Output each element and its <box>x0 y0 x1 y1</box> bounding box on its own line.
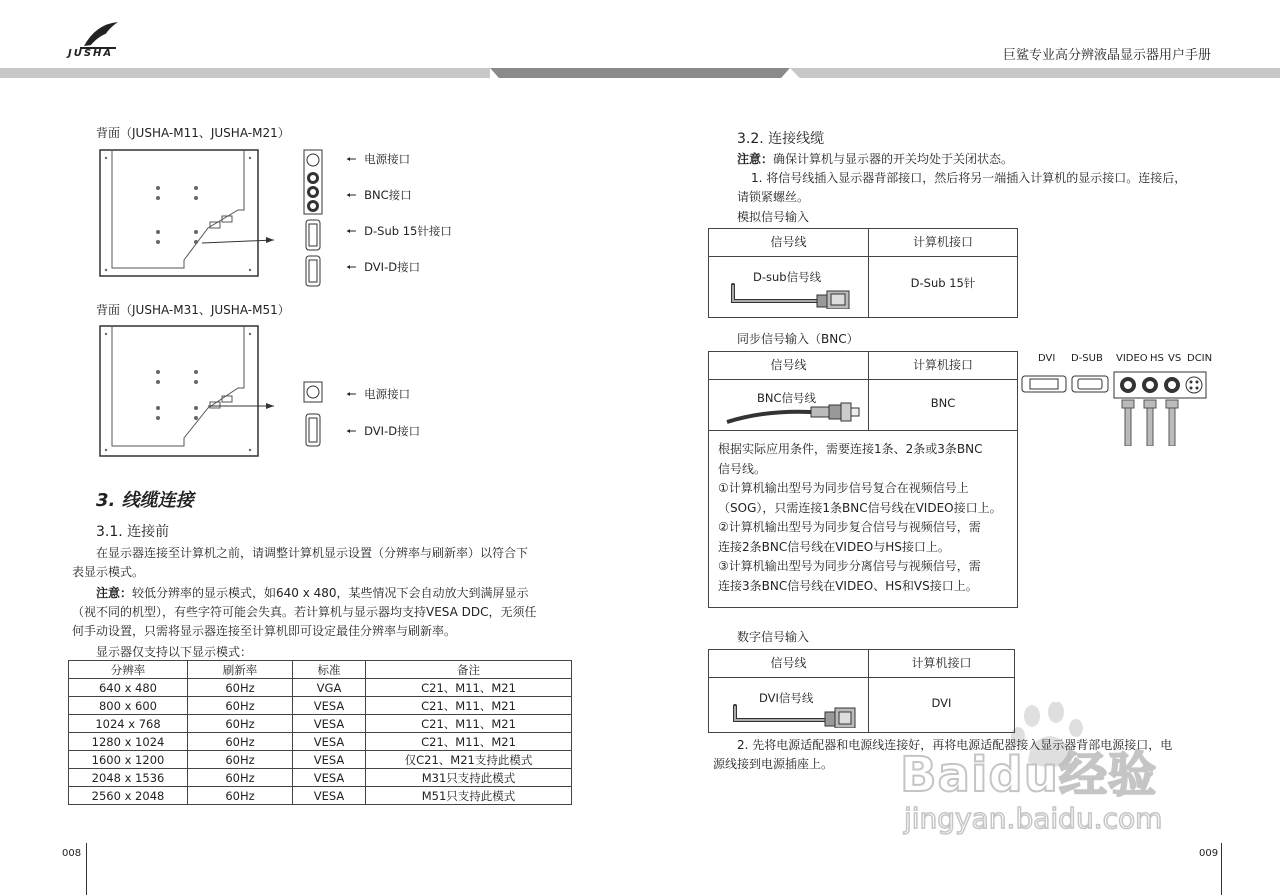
dvi-col-port: 计算机接口 <box>868 650 1015 678</box>
arrow-left-icon: 🠔 <box>346 224 357 238</box>
panel-label-hs: HS <box>1150 353 1164 364</box>
panel-label-vs: VS <box>1168 353 1182 364</box>
col-standard: 标准 <box>293 661 366 679</box>
bnc-signal-table <box>708 351 1018 608</box>
bnc-port-value: BNC <box>930 396 956 410</box>
sync-title: 同步信号输入（BNC） <box>737 332 859 346</box>
back1-port-label-dvi: 🠔 DVI-D接口 <box>346 260 421 274</box>
table-header-row <box>69 661 572 679</box>
table-row: 2048 x 1536 60Hz VESA M31只支持此模式 <box>69 769 572 787</box>
connector-panel-illustration <box>1020 370 1210 446</box>
table-row: 2560 x 2048 60Hz VESA M51只支持此模式 <box>69 787 572 805</box>
arrow-left-icon: 🠔 <box>346 188 357 202</box>
page-number-left: 008 <box>62 848 82 859</box>
arrow-left-icon: 🠔 <box>346 260 357 274</box>
arrow-left-icon: 🠔 <box>346 387 357 401</box>
back2-port-label-power: 🠔 电源接口 <box>346 387 411 401</box>
panel-label-dcin: DCIN <box>1187 353 1213 364</box>
analog-col-port: 计算机接口 <box>868 229 1018 257</box>
watermark-url: jingyan.baidu.com <box>904 802 1163 835</box>
bnc-col-signal: 信号线 <box>709 352 868 380</box>
table-row: 640 x 480 60Hz VGA C21、M11、M21 <box>69 679 572 697</box>
brand-wordmark: JUSHA <box>68 48 114 59</box>
arrow-left-icon: 🠔 <box>346 152 357 166</box>
section-title: 3. 线缆连接 <box>96 490 194 511</box>
analog-cable-label: D-sub信号线 <box>753 270 822 284</box>
header-band-right <box>790 68 1280 78</box>
header-band-center <box>490 68 790 78</box>
back2-port-label-dvi: 🠔 DVI-D接口 <box>346 424 421 438</box>
back2-title: 背面（JUSHA-M31、JUSHA-M51） <box>96 303 290 317</box>
back1-title: 背面（JUSHA-M11、JUSHA-M21） <box>96 126 290 140</box>
display-mode-table <box>68 660 572 805</box>
dvi-col-signal: 信号线 <box>709 650 868 678</box>
panel-label-video: VIDEO <box>1116 353 1148 364</box>
subsection-title-3-2: 3.2. 连接线缆 <box>737 131 825 147</box>
table-row: 1600 x 1200 60Hz VESA 仅C21、M21支持此模式 <box>69 751 572 769</box>
para-connect-cables: 注意：确保计算机与显示器的开关均处于关闭状态。 1. 将信号线插入显示器背部接口，然后将另一端插入计算机的显示接口。连接后， 请锁紧螺丝。 模拟信号输入 <box>737 152 1187 224</box>
table-row: 1024 x 768 60Hz VESA C21、M11、M21 <box>69 715 572 733</box>
bnc-description: 根据实际应用条件，需要连接1条、2条或3条BNC 信号线。 ①计算机输出型号为同步信号复合在视频信号上 （SOG），只需连接1条BNC信号线在VIDEO接口上。 ②计算机输出型号为同步复合信号与视频信号，需 连接2条BNC信号线在VIDEO与HS接口上。 ③计算机输出型号为同步分离信号与视频信号，需 连接3条BNC信号线在VIDEO、HS和VS接口上。 <box>718 442 1002 593</box>
bnc-cable-label: BNC信号线 <box>757 391 817 405</box>
col-remark: 备注 <box>366 661 572 679</box>
table-row: 1280 x 1024 60Hz VESA C21、M11、M21 <box>69 733 572 751</box>
manual-title: 巨鲨专业高分辨液晶显示器用户手册 <box>1003 48 1212 63</box>
para-before-connect: 在显示器连接至计算机之前，请调整计算机显示设置（分辨率与刷新率）以符合下 表显示模式。 注意：较低分辨率的显示模式，如640 x 480，某些情况下会自动放大到满屏显示 （视不同的机型），有些字符可能会失真。若计算机与显示器均支持VESA DDC，无须任 何手动设置，只需将显示器连接至计算机即可设定最佳分辨率与刷新率。 显示器仅支持以下显示模式： <box>72 546 537 659</box>
watermark-brand: Baidu经验 <box>900 747 1157 803</box>
dvi-cable-label: DVI信号线 <box>759 691 814 705</box>
analog-port-value: D-Sub 15针 <box>910 276 976 290</box>
analog-col-signal: 信号线 <box>709 229 868 257</box>
back1-port-label-dsub: 🠔 D-Sub 15针接口 <box>346 224 452 238</box>
dsub-cable-illustration <box>727 281 857 309</box>
subsection-title-3-1: 3.1. 连接前 <box>96 524 170 540</box>
para-power-connect: 2. 先将电源适配器和电源线连接好，再将电源适配器接入显示器背部电源接口，电 源线接到电源插座上。 <box>713 738 1173 771</box>
digital-title: 数字信号输入 <box>737 630 810 644</box>
back1-port-label-power: 🠔 电源接口 <box>346 152 411 166</box>
dvi-port-value: DVI <box>931 696 952 710</box>
back1-port-column <box>302 148 324 288</box>
dvi-signal-table <box>708 649 1015 733</box>
analog-signal-table <box>708 228 1018 318</box>
back1-port-label-bnc: 🠔 BNC接口 <box>346 188 412 202</box>
back1-diagram <box>98 148 298 286</box>
page-number-right: 009 <box>1199 848 1219 859</box>
back2-port-column <box>302 380 324 452</box>
panel-label-dvi: DVI <box>1038 353 1056 364</box>
panel-label-dsub: D-SUB <box>1071 353 1103 364</box>
left-margin-rule <box>86 843 87 895</box>
col-refresh: 刷新率 <box>188 661 293 679</box>
right-margin-rule <box>1221 843 1222 895</box>
col-resolution: 分辨率 <box>69 661 188 679</box>
dvi-cable-illustration <box>729 700 859 728</box>
table-row: 800 x 600 60Hz VESA C21、M11、M21 <box>69 697 572 715</box>
bnc-col-port: 计算机接口 <box>868 352 1018 380</box>
back2-diagram <box>98 324 298 464</box>
arrow-left-icon: 🠔 <box>346 424 357 438</box>
bnc-cable-illustration <box>725 400 861 426</box>
header-band-left <box>0 68 490 78</box>
